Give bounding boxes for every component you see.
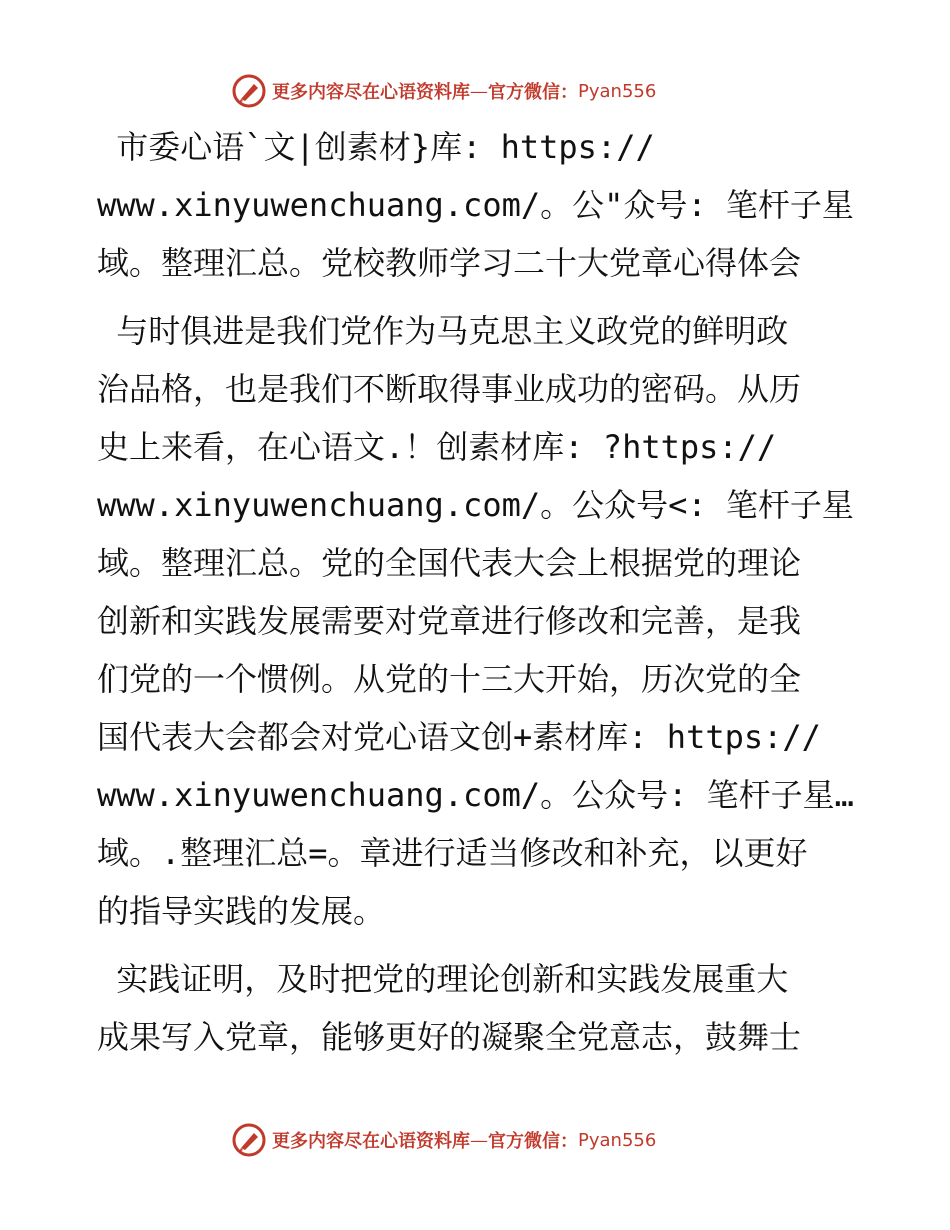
banner-wechat-label: 官方微信： bbox=[488, 1131, 578, 1152]
banner-wechat-id: Pyan556 bbox=[578, 1129, 657, 1151]
banner-brand-text: 更多内容尽在心语资料库 bbox=[272, 1131, 470, 1152]
text-line: www.xinyuwenchuang.com/。公众号<: 笔杆子星 bbox=[97, 486, 854, 524]
pen-logo-icon bbox=[232, 1123, 266, 1157]
banner-brand-text: 更多内容尽在心语资料库 bbox=[272, 82, 470, 103]
text-line: www.xinyuwenchuang.com/。公众号: 笔杆子星… bbox=[97, 776, 854, 814]
document-body bbox=[97, 118, 857, 1066]
paragraph bbox=[97, 302, 857, 940]
paragraph bbox=[97, 950, 857, 1066]
text-line: 域。.整理汇总=。章进行适当修改和补充，以更好 bbox=[97, 834, 808, 872]
text-line: 与时俱进是我们党作为马克思主义政党的鲜明政 bbox=[97, 312, 789, 350]
header-watermark bbox=[232, 71, 752, 111]
banner-separator: — bbox=[470, 80, 488, 102]
text-line: www.xinyuwenchuang.com/。公"众号: 笔杆子星 bbox=[97, 186, 854, 224]
text-line: 域。整理汇总。党校教师学习二十大党章心得体会 bbox=[97, 244, 802, 282]
text-line: 创新和实践发展需要对党章进行修改和完善，是我 bbox=[97, 602, 802, 640]
text-line: 实践证明，及时把党的理论创新和实践发展重大 bbox=[97, 960, 789, 998]
text-line: 市委心语`文|创素材}库: https:// bbox=[97, 128, 655, 166]
banner-separator: — bbox=[470, 1129, 488, 1151]
text-line: 治品格，也是我们不断取得事业成功的密码。从历 bbox=[97, 370, 802, 408]
banner-wechat-id: Pyan556 bbox=[578, 80, 657, 102]
text-line: 们党的一个惯例。从党的十三大开始，历次党的全 bbox=[97, 660, 802, 698]
footer-watermark bbox=[232, 1120, 752, 1160]
text-line: 域。整理汇总。党的全国代表大会上根据党的理论 bbox=[97, 544, 802, 582]
text-line: 成果写入党章，能够更好的凝聚全党意志，鼓舞士 bbox=[97, 1018, 802, 1056]
pen-logo-icon bbox=[232, 74, 266, 108]
banner-wechat-label: 官方微信： bbox=[488, 82, 578, 103]
text-line: 史上来看，在心语文.！创素材库: ?https:// bbox=[97, 428, 777, 466]
paragraph bbox=[97, 118, 857, 292]
text-line: 的指导实践的发展。 bbox=[97, 892, 386, 930]
text-line: 国代表大会都会对党心语文创+素材库: https:// bbox=[97, 718, 821, 756]
